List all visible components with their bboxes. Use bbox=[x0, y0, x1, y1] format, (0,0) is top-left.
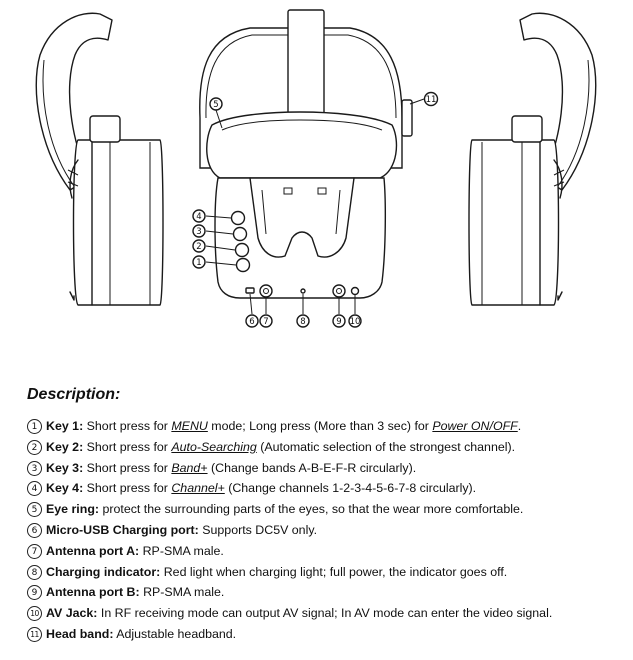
item-text: . bbox=[517, 419, 522, 433]
list-item bbox=[27, 520, 552, 541]
item-text: RP-SMA male. bbox=[143, 585, 225, 600]
item-text: Short press for bbox=[86, 481, 172, 496]
list-item bbox=[27, 603, 552, 624]
callout-1 bbox=[193, 256, 205, 268]
item-emphasis: MENU bbox=[171, 419, 208, 433]
item-text: Short press for bbox=[86, 460, 172, 475]
callout-2 bbox=[193, 240, 205, 252]
svg-text:4: 4 bbox=[196, 212, 202, 222]
svg-text:9: 9 bbox=[336, 317, 342, 327]
item-text: Red light when charging light; full power, the indicator goes off. bbox=[163, 564, 508, 579]
item-number: 4 bbox=[27, 481, 42, 496]
item-text: Short press for bbox=[86, 419, 172, 433]
item-text: mode; Long press (More than 3 sec) for bbox=[207, 419, 433, 433]
item-text: Supports DC5V only. bbox=[202, 522, 318, 537]
item-key: Antenna port B: bbox=[46, 585, 140, 600]
item-number: 1 bbox=[27, 419, 42, 434]
callout-3 bbox=[193, 225, 205, 237]
item-key: Charging indicator: bbox=[46, 564, 161, 579]
left-side-view bbox=[36, 13, 163, 305]
item-number: 5 bbox=[27, 502, 42, 517]
item-key: Key 2: bbox=[46, 439, 84, 454]
callout-5 bbox=[210, 98, 222, 110]
list-item bbox=[27, 562, 552, 583]
item-number: 10 bbox=[27, 606, 42, 621]
callout-10 bbox=[349, 315, 361, 327]
list-item bbox=[27, 478, 552, 499]
item-key: AV Jack: bbox=[46, 606, 98, 621]
item-key: Key 3: bbox=[46, 460, 84, 475]
item-key: Key 4: bbox=[46, 481, 84, 496]
svg-text:2: 2 bbox=[196, 242, 202, 252]
item-text: Short press for bbox=[86, 439, 172, 454]
item-key: Key 1: bbox=[46, 419, 84, 433]
right-side-view bbox=[469, 13, 596, 305]
front-view bbox=[200, 10, 412, 298]
item-number: 3 bbox=[27, 461, 42, 476]
item-text: In RF receiving mode can output AV signal; In AV mode can enter the video signal. bbox=[100, 606, 553, 621]
callout-4 bbox=[193, 210, 205, 222]
item-emphasis: Auto-Searching bbox=[171, 439, 257, 454]
svg-text:7: 7 bbox=[263, 317, 269, 327]
description-list bbox=[27, 416, 552, 645]
item-text: RP-SMA male. bbox=[142, 543, 224, 558]
item-number: 8 bbox=[27, 565, 42, 580]
list-item bbox=[27, 582, 552, 603]
item-text: (Automatic selection of the strongest channel). bbox=[256, 439, 516, 454]
item-key: Head band: bbox=[46, 626, 114, 641]
item-text: (Change bands A-B-E-F-R circularly). bbox=[207, 460, 417, 475]
svg-text:6: 6 bbox=[249, 317, 255, 327]
description-title: Description: bbox=[27, 386, 121, 403]
item-text: protect the surrounding parts of the eyes, so that the wear more comfortable. bbox=[102, 502, 524, 517]
item-key: Micro-USB Charging port: bbox=[46, 522, 199, 537]
list-item bbox=[27, 499, 552, 520]
item-number: 7 bbox=[27, 544, 42, 559]
list-item bbox=[27, 624, 552, 645]
item-number: 2 bbox=[27, 440, 42, 455]
item-number: 6 bbox=[27, 523, 42, 538]
item-number: 11 bbox=[27, 627, 42, 642]
list-item bbox=[27, 437, 552, 458]
callout-9 bbox=[333, 315, 345, 327]
list-item bbox=[27, 458, 552, 479]
svg-text:3: 3 bbox=[196, 227, 202, 237]
svg-text:1: 1 bbox=[196, 258, 202, 268]
callout-11 bbox=[425, 93, 438, 106]
svg-text:10: 10 bbox=[349, 317, 361, 327]
list-item bbox=[27, 416, 552, 437]
svg-text:8: 8 bbox=[300, 317, 306, 327]
item-number: 9 bbox=[27, 585, 42, 600]
item-emphasis: Channel+ bbox=[171, 481, 225, 496]
item-text: (Change channels 1-2-3-4-5-6-7-8 circularly). bbox=[224, 481, 477, 496]
callout-8 bbox=[297, 315, 309, 327]
item-emphasis: Band+ bbox=[171, 460, 208, 475]
item-key: Eye ring: bbox=[46, 502, 100, 517]
item-emphasis: Power ON/OFF bbox=[432, 419, 518, 433]
item-key: Antenna port A: bbox=[46, 543, 140, 558]
svg-text:5: 5 bbox=[213, 100, 219, 110]
list-item bbox=[27, 541, 552, 562]
callout-7 bbox=[260, 315, 272, 327]
svg-text:11: 11 bbox=[425, 95, 437, 105]
item-text: Adjustable headband. bbox=[116, 626, 237, 641]
callout-6 bbox=[246, 315, 258, 327]
